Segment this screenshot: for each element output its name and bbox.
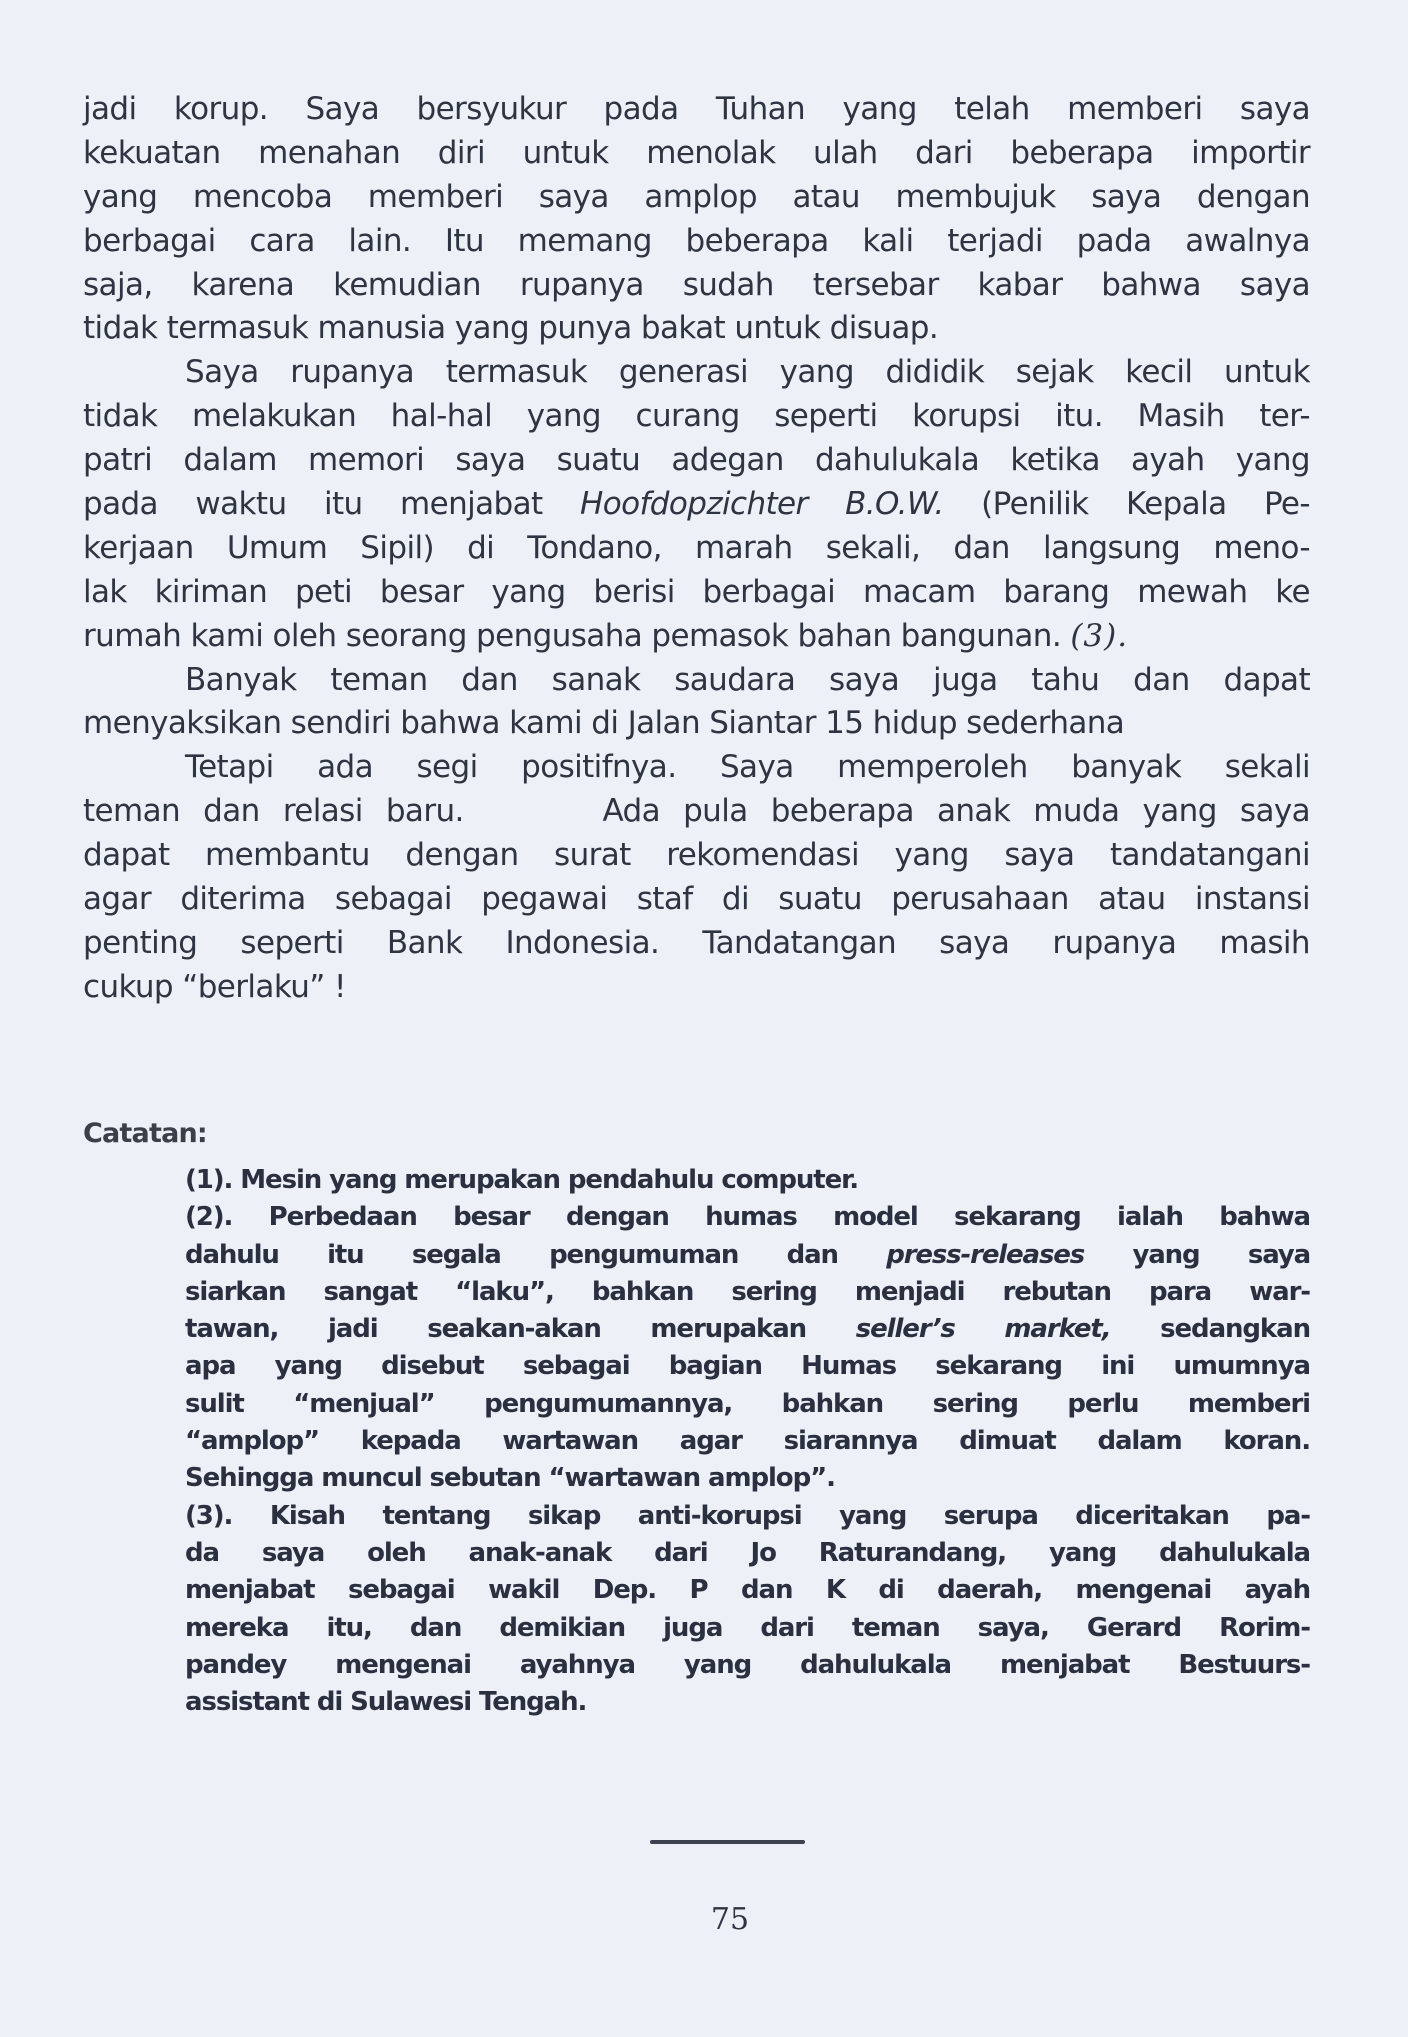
text-run: (Penilik Kepala Pe- [943,486,1310,523]
text-run: yang saya [1084,1239,1310,1270]
body-line [83,922,1310,966]
text-run: pada waktu itu menjabat [83,486,581,523]
footnote-line [185,1199,1310,1236]
body-line [83,790,1310,834]
text-run: tidak melakukan hal-hal yang curang seperti korupsi itu. Masih ter- [83,398,1310,435]
handwritten-footnote-mark: (3). [1070,617,1129,654]
body-text [83,88,1310,1010]
text-run: Tetapi ada segi positifnya. Saya memperoleh banyak sekali [185,749,1310,786]
end-rule-divider [650,1840,805,1844]
footnote-line [185,1423,1310,1460]
body-line [83,439,1310,483]
text-run: dapat membantu dengan surat rekomendasi yang saya tandatangani [83,837,1310,874]
footnote-line [185,1684,1310,1721]
paragraph-start-line [83,746,1310,790]
body-line [83,571,1310,615]
footnote-line [185,1460,1310,1497]
paragraph-start-line [83,659,1310,703]
text-run: Sehingga muncul sebutan “wartawan amplop”. [185,1463,835,1494]
text-run: (2). Perbedaan besar dengan humas model sekarang ialah bahwa [185,1202,1310,1233]
footnote-line [185,1572,1310,1609]
text-run: “amplop” kepada wartawan agar siarannya dimuat dalam koran. [185,1426,1310,1457]
body-line [83,88,1310,132]
page-number: 75 [710,1902,750,1937]
text-run: apa yang disebut sebagai bagian Humas sekarang ini umumnya [185,1351,1310,1382]
text-run: sulit “menjual” pengumumannya, bahkan sering perlu memberi [185,1388,1310,1419]
body-line [83,527,1310,571]
text-run: saja, karena kemudian rupanya sudah tersebar kabar bahwa saya [83,266,1310,303]
body-line [83,176,1310,220]
paragraph-start-line [83,351,1310,395]
text-run: siarkan sangat “laku”, bahkan sering menjadi rebutan para war- [185,1276,1310,1307]
footnote-line [185,1237,1310,1274]
text-run: (3). Kisah tentang sikap anti-korupsi yang serupa diceritakan pa- [185,1500,1310,1531]
body-line [83,702,1310,746]
body-line [83,834,1310,878]
text-run: sedangkan [1110,1314,1310,1345]
text-run: tawan, jadi seakan-akan merupakan [185,1314,856,1345]
italic-term: press-releases [886,1239,1085,1270]
text-run: lak kiriman peti besar yang berisi berbagai macam barang mewah ke [83,573,1310,610]
footnote-line [185,1274,1310,1311]
footnote-line [185,1535,1310,1572]
text-run: da saya oleh anak-anak dari Jo Raturandang, yang dahulukala [185,1537,1310,1568]
text-run: kekuatan menahan diri untuk menolak ulah dari beberapa importir [83,134,1310,171]
text-run: menjabat sebagai wakil Dep. P dan K di daerah, mengenai ayah [185,1575,1310,1606]
body-line [83,264,1310,308]
text-run: tidak termasuk manusia yang punya bakat untuk disuap. [83,310,939,347]
footnotes [185,1162,1310,1721]
body-line [83,615,1310,659]
text-run: Banyak teman dan sanak saudara saya juga tahu dan dapat [185,661,1310,698]
text-run: Saya rupanya termasuk generasi yang dididik sejak kecil untuk [185,354,1310,391]
text-run: rumah kami oleh seorang pengusaha pemasok bahan bangunan. [83,617,1071,654]
body-line [83,966,1310,1010]
text-run: dahulu itu segala pengumuman dan [185,1239,887,1270]
body-line [83,395,1310,439]
text-run: kerjaan Umum Sipil) di Tondano, marah sekali, dan langsung meno- [83,529,1310,566]
body-line [83,132,1310,176]
footnote-line [185,1386,1310,1423]
text-run: cukup “berlaku” ! [83,968,346,1005]
text-run: mereka itu, dan demikian juga dari teman saya, Gerard Rorim- [185,1612,1310,1643]
notes-heading: Catatan: [83,1118,207,1149]
text-run: teman dan relasi baru. Ada pula beberapa anak muda yang saya [83,793,1310,830]
body-line [83,307,1310,351]
text-run: (1). Mesin yang merupakan pendahulu computer. [185,1165,858,1195]
text-run: agar diterima sebagai pegawai staf di suatu perusahaan atau instansi [83,881,1310,918]
text-run: pandey mengenai ayahnya yang dahulukala menjabat Bestuurs- [185,1649,1310,1680]
body-line [83,483,1310,527]
text-run: assistant di Sulawesi Tengah. [185,1687,587,1718]
body-line [83,220,1310,264]
footnote-line [185,1162,1310,1199]
text-run: jadi korup. Saya bersyukur pada Tuhan yang telah memberi saya [83,91,1310,127]
italic-term: Hoofdopzichter B.O.W. [580,486,944,523]
footnote-line [185,1498,1310,1535]
italic-term: seller’s market, [855,1314,1111,1345]
text-run: penting seperti Bank Indonesia. Tandatangan saya rupanya masih [83,924,1310,961]
body-line [83,878,1310,922]
footnote-line [185,1348,1310,1385]
footnote-line [185,1647,1310,1684]
text-run: patri dalam memori saya suatu adegan dahulukala ketika ayah yang [83,442,1310,479]
text-run: menyaksikan sendiri bahwa kami di Jalan Siantar 15 hidup sederhana [83,705,1125,742]
text-run: yang mencoba memberi saya amplop atau membujuk saya dengan [83,178,1310,215]
footnote-line [185,1311,1310,1348]
footnote-line [185,1610,1310,1647]
text-run: berbagai cara lain. Itu memang beberapa kali terjadi pada awalnya [83,222,1310,259]
